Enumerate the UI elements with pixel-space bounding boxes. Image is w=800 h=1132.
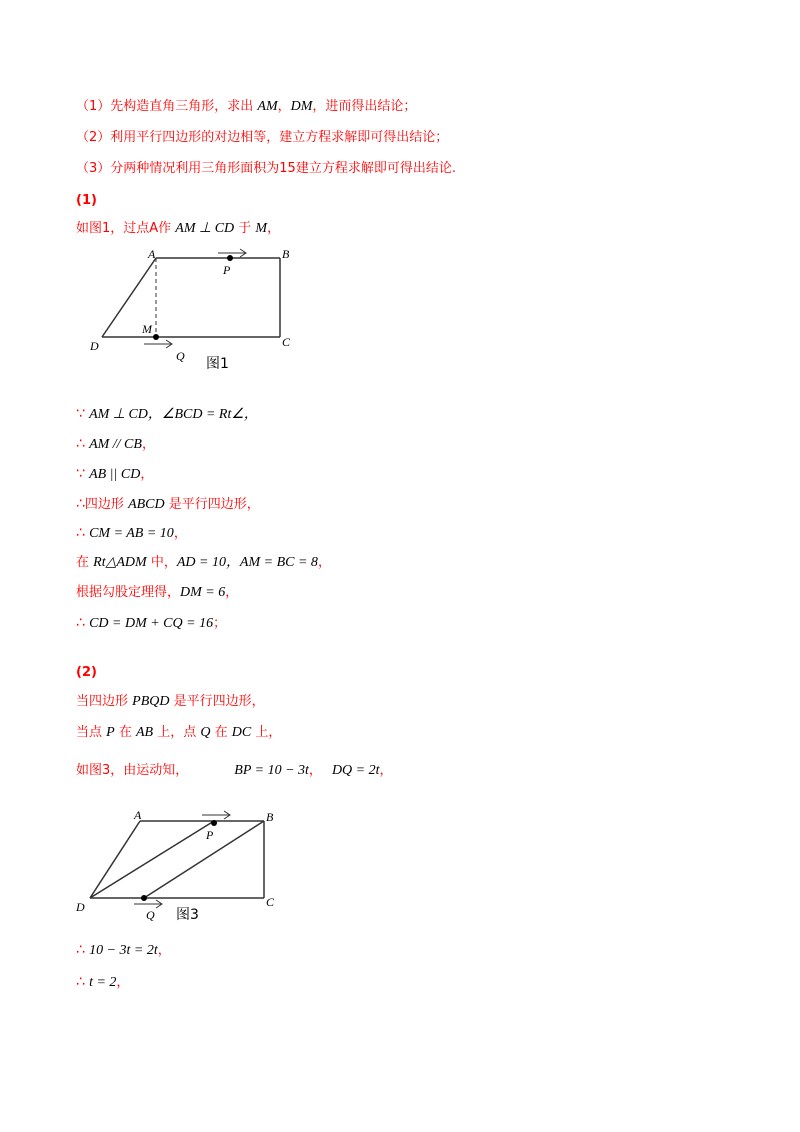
step-2-2 — [76, 973, 129, 992]
step-2-1 — [76, 941, 171, 960]
step-1-2 — [76, 435, 155, 454]
step-1-5-tail: ， — [173, 526, 187, 541]
step-1-2-tail: ， — [141, 437, 155, 452]
hint-1 — [76, 98, 416, 116]
hint-1-math-dm: DM — [290, 99, 313, 114]
step-1-4-tail: 是平行四边形， — [164, 497, 260, 512]
part1-intro-b: 于 — [234, 221, 256, 236]
fig1-label-m: M — [142, 322, 152, 336]
step-1-2-sym: ∴ — [76, 436, 85, 452]
step-1-3-sym: ∵ — [76, 466, 85, 482]
step-1-1-math: AM ⊥ CD，∠BCD = Rt∠， — [89, 407, 258, 422]
hint-2: （2）利用平行四边形的对边相等，建立方程求解即可得出结论； — [76, 130, 449, 145]
part1-intro-c: ， — [267, 221, 281, 236]
figure-1 — [80, 240, 320, 380]
step-1-6-tail2: ， — [317, 555, 331, 570]
fig1-label-q: Q — [176, 349, 185, 363]
fig1-label-d: D — [90, 339, 99, 353]
step-1-6-tail: 中， — [146, 555, 177, 570]
step-1-4 — [76, 495, 260, 514]
step-1-2-math: AM // CB — [89, 437, 142, 452]
part2-line3-end: ， — [379, 763, 393, 778]
part1-intro-math: AM ⊥ CD — [175, 221, 235, 236]
part2-line2 — [76, 724, 281, 742]
part2-line2-b: 在 — [114, 725, 136, 740]
step-1-7-math: DM = 6 — [180, 585, 226, 600]
part2-line3-math-dq: DQ = 2t — [331, 763, 380, 778]
step-1-4-pre: 四边形 — [84, 497, 129, 512]
step-1-7-tail: ， — [225, 585, 239, 600]
step-1-8 — [76, 614, 226, 633]
step-1-6-math2: AD = 10，AM = BC = 8 — [176, 555, 318, 570]
hint-1-prefix: （1）先构造直角三角形，求出 — [76, 99, 258, 114]
step-2-1-math: 10 − 3t = 2t — [89, 943, 158, 958]
step-1-7-pre: 根据勾股定理得， — [76, 585, 181, 600]
fig1-label-c: C — [282, 335, 291, 349]
part2-line2-a: 当点 — [76, 725, 107, 740]
part1-heading: (1) — [76, 193, 97, 208]
step-1-6-math: Rt△ADM — [93, 555, 147, 570]
part2-line2-math-ab: AB — [135, 725, 154, 740]
step-1-1 — [76, 405, 258, 424]
step-1-8-tail: ； — [213, 616, 227, 631]
fig3-label-b: B — [266, 810, 274, 824]
figure-3 — [72, 805, 302, 930]
fig3-label-q: Q — [146, 908, 155, 922]
part1-intro-math-m: M — [255, 221, 268, 236]
part2-line1-a: 当四边形 — [76, 694, 133, 709]
step-1-5-math: CM = AB = 10 — [89, 526, 174, 541]
step-1-5 — [76, 524, 187, 543]
part2-line2-math-dc: DC — [231, 725, 252, 740]
part2-line1 — [76, 693, 265, 711]
part2-line2-math-q: Q — [200, 725, 211, 740]
fig3-label-p: P — [206, 828, 214, 842]
step-1-7 — [76, 584, 238, 602]
step-2-2-sym: ∴ — [76, 974, 85, 990]
hint-3: （3）分两种情况利用三角形面积为15建立方程求解即可得出结论. — [76, 161, 456, 176]
part2-line3-a: 如图3，由运动知， — [76, 763, 189, 778]
fig1-caption: 图1 — [206, 356, 229, 372]
step-2-1-sym: ∴ — [76, 942, 85, 958]
part2-line3-sep: ， — [308, 763, 322, 778]
fig1-label-p: P — [223, 263, 231, 277]
step-1-6 — [76, 554, 331, 572]
part2-line1-math: PBQD — [132, 694, 170, 709]
hint-1-suffix: ，进而得出结论； — [312, 99, 417, 114]
part2-line3-math-bp: BP = 10 − 3t — [234, 763, 309, 778]
part2-line1-b: 是平行四边形， — [169, 694, 265, 709]
part1-intro — [76, 220, 280, 238]
step-1-4-sym: ∴ — [76, 496, 85, 512]
part2-line2-d: 在 — [210, 725, 232, 740]
part2-line2-c: 上，点 — [153, 725, 201, 740]
hint-1-math-am: AM — [257, 99, 278, 114]
fig3-label-a: A — [134, 808, 142, 822]
part1-intro-a: 如图1，过点A作 — [76, 221, 176, 236]
part2-heading: (2) — [76, 665, 97, 680]
step-2-2-math: t = 2 — [89, 975, 117, 990]
part2-line3 — [76, 762, 393, 780]
step-1-3 — [76, 465, 153, 484]
step-1-3-tail: ， — [140, 467, 154, 482]
fig3-label-d: D — [76, 900, 85, 914]
step-2-2-tail: ， — [116, 975, 130, 990]
step-1-5-sym: ∴ — [76, 525, 85, 541]
part2-line2-math-p: P — [106, 725, 115, 740]
fig3-caption: 图3 — [176, 907, 199, 923]
fig1-label-b: B — [282, 247, 290, 261]
step-1-3-math: AB || CD — [89, 467, 141, 482]
fig3-label-c: C — [266, 895, 275, 909]
step-1-4-math: ABCD — [128, 497, 165, 512]
part2-line2-e: 上， — [251, 725, 282, 740]
step-1-1-sym: ∵ — [76, 406, 85, 422]
hint-1-sep: ， — [277, 99, 291, 114]
step-1-8-sym: ∴ — [76, 615, 85, 631]
step-2-1-tail: ， — [157, 943, 171, 958]
step-1-6-pre: 在 — [76, 555, 94, 570]
fig1-label-a: A — [148, 247, 156, 261]
step-1-8-math: CD = DM + CQ = 16 — [89, 616, 214, 631]
